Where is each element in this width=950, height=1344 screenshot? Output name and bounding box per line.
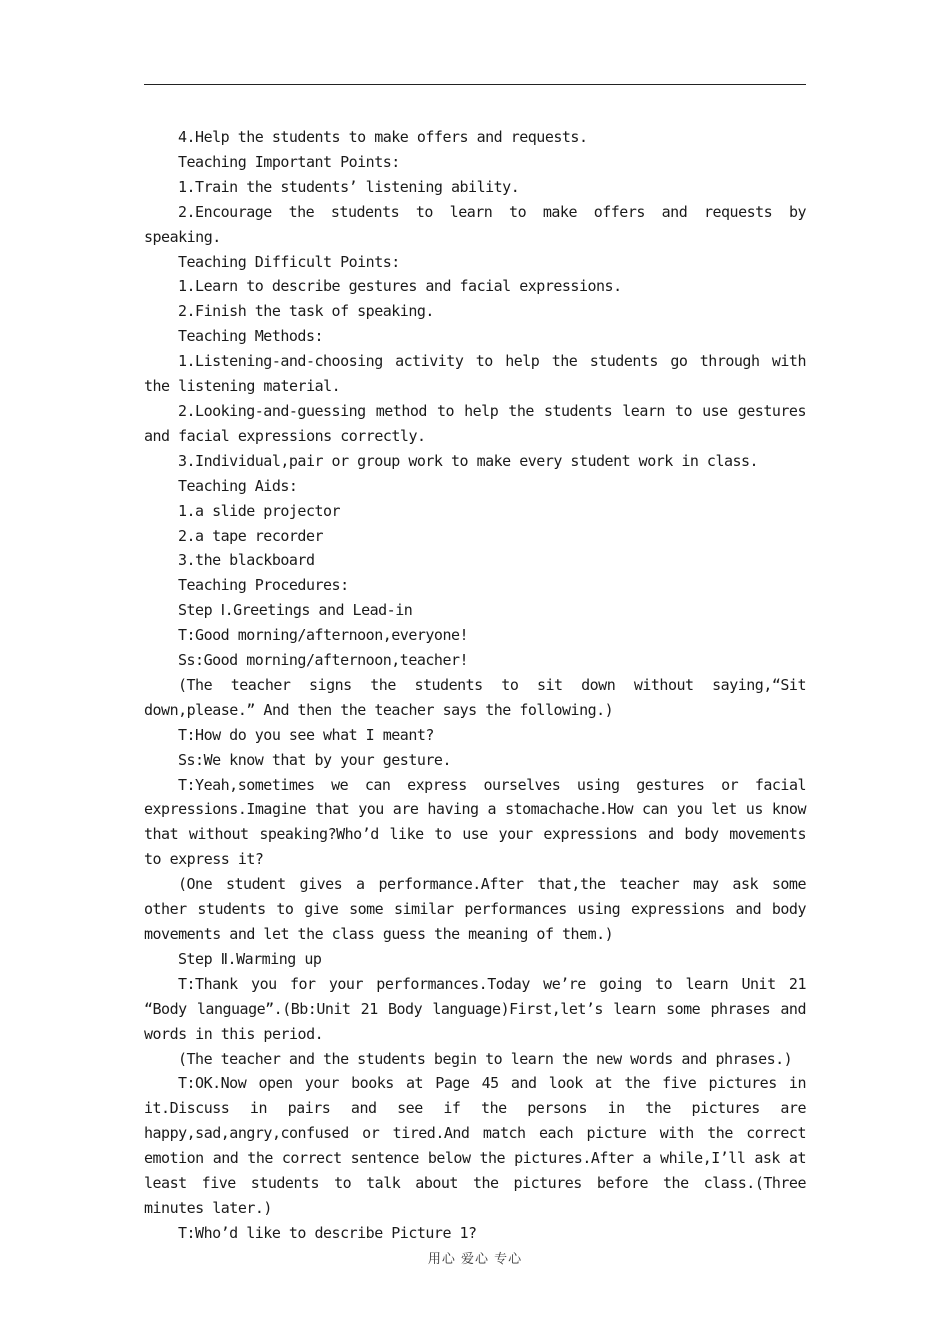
section-heading: Teaching Important Points: bbox=[178, 152, 400, 171]
dialogue-line: Ss:We know that by your gesture. bbox=[178, 750, 451, 769]
step-heading: Step Ⅰ.Greetings and Lead-in bbox=[178, 601, 413, 620]
paragraph: 2.Looking-and-guessing method to help the students learn to use gestures and facial expressions correctly. bbox=[144, 401, 806, 445]
dialogue-line: T:Thank you for your performances.Today we’re going to learn Unit 21 “Body language”.(Bb:Unit 21 Body language)First,let’s learn some phrases and words in this period. bbox=[144, 974, 806, 1043]
section-heading: Teaching Difficult Points: bbox=[178, 252, 400, 271]
paragraph: 1.Learn to describe gestures and facial expressions. bbox=[178, 277, 622, 296]
paragraph: 3.the blackboard bbox=[178, 551, 315, 570]
document-body bbox=[144, 125, 806, 1246]
dialogue-line: T:Yeah,sometimes we can express ourselves using gestures or facial expressions.Imagine that you are having a stomachache.How can you let us know that without speaking?Who’d like to use your expressions and body movements to express it? bbox=[144, 775, 806, 869]
dialogue-line: T:Good morning/afternoon,everyone! bbox=[178, 626, 469, 645]
paragraph: 1.a slide projector bbox=[178, 501, 341, 520]
stage-direction: (One student gives a performance.After that,the teacher may ask some other students to give some similar performances using expressions and body movements and let the class guess the meaning of them.) bbox=[144, 875, 806, 943]
paragraph: 2.Finish the task of speaking. bbox=[178, 302, 434, 321]
section-heading: Teaching Methods: bbox=[178, 327, 324, 346]
paragraph: 1.Train the students’ listening ability. bbox=[178, 177, 520, 196]
dialogue-line: T:OK.Now open your books at Page 45 and look at the five pictures in it.Discuss in pairs and see if the persons in the pictures are happy,sad,angry,confused or tired.And match each picture with the correct emotion and the correct sentence below the pictures.After a while,I’ll ask at least five students to talk about the pictures before the class.(Three minutes later.) bbox=[144, 1074, 806, 1217]
stage-direction: (The teacher signs the students to sit down without saying,“Sit down,please.” And then the teacher says the following.) bbox=[144, 675, 806, 719]
paragraph: 2.a tape recorder bbox=[178, 526, 324, 545]
paragraph: 4.Help the students to make offers and requests. bbox=[178, 128, 588, 146]
stage-direction: (The teacher and the students begin to learn the new words and phrases.) bbox=[178, 1049, 793, 1068]
section-heading: Teaching Procedures: bbox=[178, 576, 349, 595]
dialogue-line: T:How do you see what I meant? bbox=[178, 725, 434, 744]
dialogue-line: T:Who’d like to describe Picture 1? bbox=[178, 1223, 477, 1242]
section-heading: Teaching Aids: bbox=[178, 476, 298, 495]
header-rule bbox=[144, 84, 806, 85]
paragraph: 2.Encourage the students to learn to make offers and requests by speaking. bbox=[144, 202, 806, 246]
paragraph: 3.Individual,pair or group work to make every student work in class. bbox=[178, 451, 759, 470]
dialogue-line: Ss:Good morning/afternoon,teacher! bbox=[178, 651, 469, 670]
page-footer: 用心 爱心 专心 bbox=[427, 1252, 523, 1267]
paragraph: 1.Listening-and-choosing activity to help the students go through with the listening material. bbox=[144, 352, 806, 396]
step-heading: Step Ⅱ.Warming up bbox=[178, 949, 322, 968]
